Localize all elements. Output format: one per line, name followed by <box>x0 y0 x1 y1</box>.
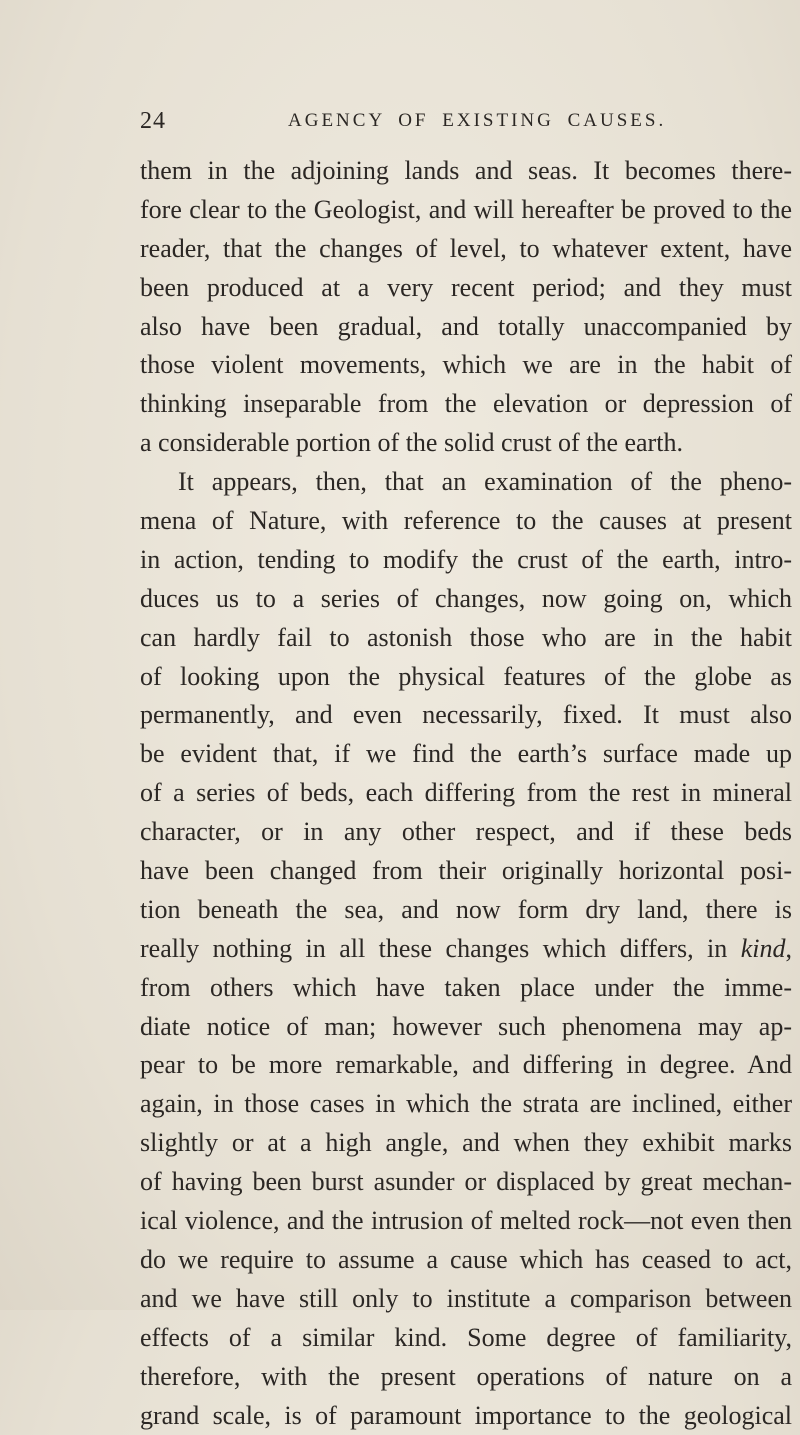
text-line: diate notice of man; however such phenomena may ap- <box>140 1008 792 1047</box>
text-line: tion beneath the sea, and now form dry land, there is <box>140 891 792 930</box>
text-line: therefore, with the present operations of nature on a <box>140 1358 792 1397</box>
text-line: also have been gradual, and totally unaccompanied by <box>140 308 792 347</box>
text-line: duces us to a series of changes, now going on, which <box>140 580 792 619</box>
text-line: ical violence, and the intrusion of melted rock—not even then <box>140 1202 792 1241</box>
text-line: been produced at a very recent period; and they must <box>140 269 792 308</box>
running-title: AGENCY OF EXISTING CAUSES. <box>288 110 666 132</box>
text-line-with-italic <box>140 930 792 969</box>
text-line: grand scale, is of paramount importance to the geological <box>140 1397 792 1435</box>
text-line: and we have still only to institute a comparison between <box>140 1280 792 1319</box>
line-segment-end: , <box>786 934 793 963</box>
text-line: those violent movements, which we are in the habit of <box>140 346 792 385</box>
text-line: from others which have taken place under the imme- <box>140 969 792 1008</box>
text-line: thinking inseparable from the elevation or depression of <box>140 385 792 424</box>
text-line: character, or in any other respect, and if these beds <box>140 813 792 852</box>
text-line: slightly or at a high angle, and when they exhibit marks <box>140 1124 792 1163</box>
text-line: them in the adjoining lands and seas. It becomes there- <box>140 152 792 191</box>
body-text <box>140 152 792 1435</box>
text-line: permanently, and even necessarily, fixed. It must also <box>140 696 792 735</box>
text-line: effects of a similar kind. Some degree of familiarity, <box>140 1319 792 1358</box>
text-line: pear to be more remarkable, and differing in degree. And <box>140 1046 792 1085</box>
running-head <box>140 108 780 144</box>
text-line: do we require to assume a cause which has ceased to act, <box>140 1241 792 1280</box>
text-line: of looking upon the physical features of the globe as <box>140 658 792 697</box>
paragraph-start-line: It appears, then, that an examination of the pheno- <box>140 463 792 502</box>
text-line: mena of Nature, with reference to the causes at present <box>140 502 792 541</box>
italic-word: kind <box>741 934 786 963</box>
text-line: of a series of beds, each differing from the rest in mineral <box>140 774 792 813</box>
text-line: can hardly fail to astonish those who are in the habit <box>140 619 792 658</box>
text-line: of having been burst asunder or displaced by great mechan- <box>140 1163 792 1202</box>
line-segment: really nothing in all these changes which differs, in <box>140 934 741 963</box>
page-number: 24 <box>140 108 166 135</box>
text-line: again, in those cases in which the strata are inclined, either <box>140 1085 792 1124</box>
text-line: reader, that the changes of level, to whatever extent, have <box>140 230 792 269</box>
text-line: in action, tending to modify the crust of the earth, intro- <box>140 541 792 580</box>
paragraph-end-line: a considerable portion of the solid crust of the earth. <box>140 424 792 463</box>
text-line: be evident that, if we find the earth’s surface made up <box>140 735 792 774</box>
text-line: have been changed from their originally horizontal posi- <box>140 852 792 891</box>
text-line: fore clear to the Geologist, and will hereafter be proved to the <box>140 191 792 230</box>
